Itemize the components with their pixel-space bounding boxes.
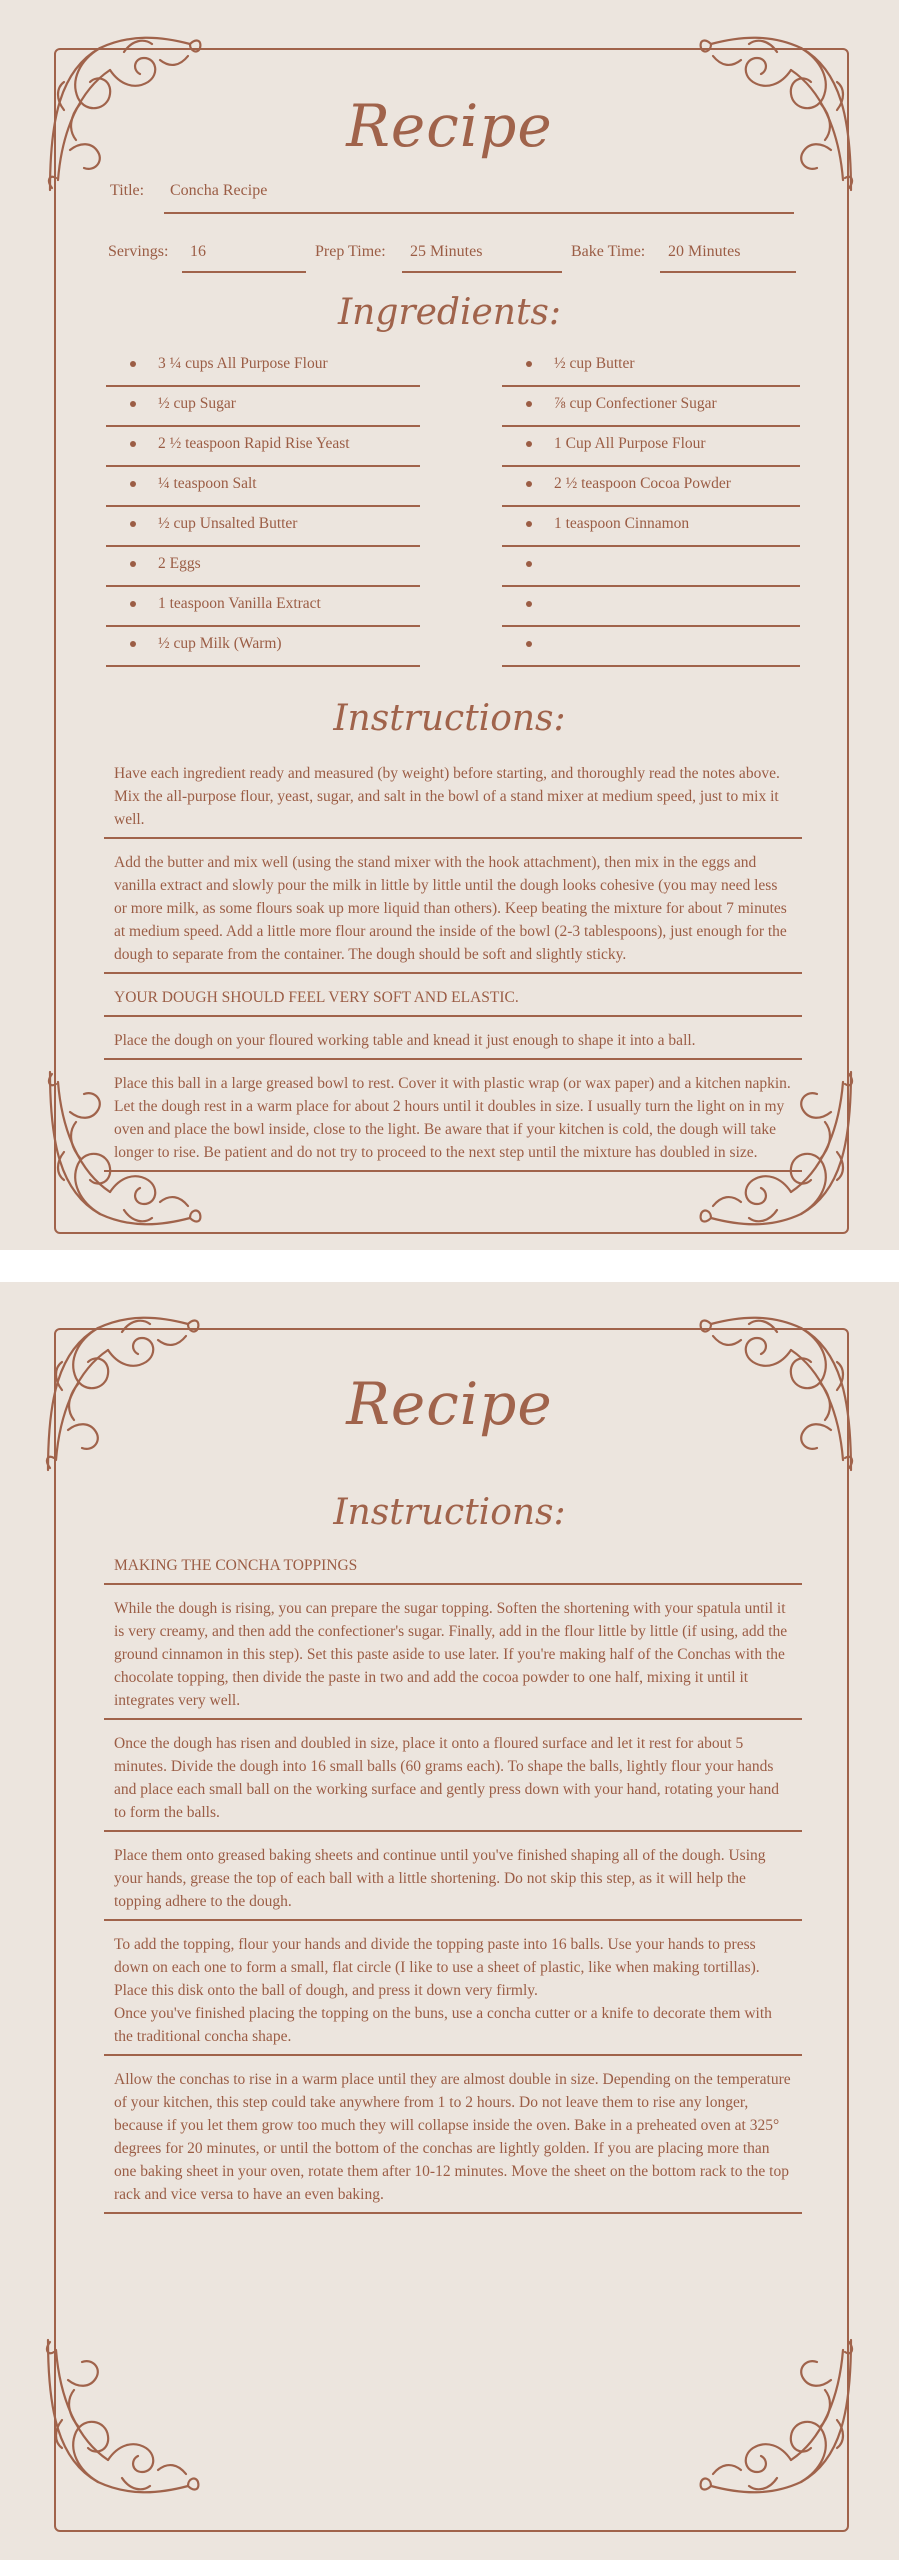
recipe-page-2 <box>0 1282 899 2560</box>
ingredient-item <box>106 585 420 627</box>
step-divider <box>104 1170 802 1172</box>
ingredient-item <box>502 345 800 387</box>
ingredient-text: 2 ½ teaspoon Rapid Rise Yeast <box>158 435 350 452</box>
step-divider <box>104 1015 802 1017</box>
ornamental-flourish-icon <box>691 2330 861 2500</box>
step-divider <box>104 1830 802 1832</box>
step-divider <box>104 1919 802 1921</box>
bullet-icon <box>130 601 136 607</box>
ingredient-text: 3 ¼ cups All Purpose Flour <box>158 355 328 372</box>
instruction-step: Once the dough has risen and doubled in size, place it onto a floured surface and let it rest for about 5 minutes. Divide the dough into 16 small balls (60 grams each). To shape the balls, lightly flour your hands and place each small ball on the working surface and gently press down with your hand, rotating your hand to form the balls. <box>114 1735 780 1821</box>
ingredient-item <box>106 345 420 387</box>
ingredient-item <box>502 465 800 507</box>
ingredient-text: ½ cup Butter <box>554 355 635 372</box>
ingredient-text: ⅞ cup Confectioner Sugar <box>554 395 717 412</box>
ingredient-text: ¼ teaspoon Salt <box>158 475 257 492</box>
bullet-icon <box>130 521 136 527</box>
bullet-icon <box>526 561 532 567</box>
bullet-icon <box>130 361 136 367</box>
bullet-icon <box>130 481 136 487</box>
servings-label: Servings: <box>108 243 169 260</box>
ingredient-item <box>502 425 800 467</box>
page-title: Recipe <box>346 92 553 160</box>
instruction-step: Add the butter and mix well (using the stand mixer with the hook attachment), then mix in the eggs and vanilla extract and slowly pour the milk in little by little until the dough looks cohesive (you may need less or more milk, as some flours soak up more liquid than others). Keep beating the mixture for about 7 minutes at medium speed. Add a little more flour around the inside of the bowl (2-3 tablespoons), just enough for the dough to separate from the container. The dough should be soft and slightly sticky. <box>114 854 787 963</box>
instruction-step: While the dough is rising, you can prepare the sugar topping. Soften the shortening with your spatula until it is very creamy, and then add the confectioner's sugar. Finally, add in the flour little by little (if using, add the ground cinnamon in this step). Set this paste aside to use later. If you're making half of the Conchas with the chocolate topping, then divide the paste in two and add the cocoa powder to one half, mixing it until it integrates very well. <box>114 1600 788 1709</box>
title-underline <box>164 212 794 214</box>
ingredient-item <box>502 385 800 427</box>
ingredient-text: 1 teaspoon Cinnamon <box>554 515 690 532</box>
step-divider <box>104 2054 802 2056</box>
step-divider <box>104 1718 802 1720</box>
ingredient-text: ½ cup Milk (Warm) <box>158 635 282 652</box>
ingredient-item <box>502 585 800 627</box>
bullet-icon <box>526 441 532 447</box>
step-divider <box>104 972 802 974</box>
instruction-step: To add the topping, flour your hands and divide the topping paste into 16 balls. Use your hands to press down on each one to form a small, flat circle (I like to use a sheet of plastic, like when making tortillas). Place this disk onto the ball of dough, and press it down very firmly. Once you've finished placing the topping on the buns, use a concha cutter or a knife to decorate them with the traditional concha shape. <box>114 1936 772 2045</box>
bullet-icon <box>130 401 136 407</box>
recipe-page-1 <box>0 0 899 1250</box>
ingredient-text: 1 Cup All Purpose Flour <box>554 435 706 452</box>
instruction-step: YOUR DOUGH SHOULD FEEL VERY SOFT AND ELASTIC. <box>114 989 519 1006</box>
ingredient-item <box>106 625 420 667</box>
instruction-step: Place them onto greased baking sheets and continue until you've finished shaping all of the dough. Using your hands, grease the top of each ball with a little shortening. Do not skip this step, as it will help the topping adhere to the dough. <box>114 1847 766 1910</box>
servings-value: 16 <box>190 243 206 260</box>
prep-time-underline <box>402 271 562 273</box>
bullet-icon <box>526 481 532 487</box>
ingredient-item <box>106 545 420 587</box>
bullet-icon <box>526 521 532 527</box>
ingredients-heading: Ingredients: <box>337 292 562 333</box>
title-value: Concha Recipe <box>170 182 268 199</box>
ingredient-text: 1 teaspoon Vanilla Extract <box>158 595 321 612</box>
servings-underline <box>182 271 306 273</box>
instruction-step: Allow the conchas to rise in a warm place until they are almost double in size. Depending on the temperature of your kitchen, this step could take anywhere from 1 to 2 hours. Do not leave them to rise any longer, because if you let them grow too much they will collapse inside the oven. Bake in a preheated oven at 325° degrees for 20 minutes, or until the bottom of the conchas are lightly golden. If you are placing more than one baking sheet in your oven, rotate them after 10-12 minutes. Move the sheet on the bottom rack to the top rack and vice versa to have an even baking. <box>114 2071 791 2203</box>
bullet-icon <box>130 561 136 567</box>
ingredient-item <box>106 505 420 547</box>
ingredient-item <box>502 625 800 667</box>
bullet-icon <box>130 641 136 647</box>
instruction-step: Place the dough on your floured working table and knead it just enough to shape it into a ball. <box>114 1032 696 1049</box>
ingredient-text: 2 Eggs <box>158 555 201 572</box>
title-label: Title: <box>110 182 145 199</box>
step-divider <box>104 837 802 839</box>
bake-time-value: 20 Minutes <box>668 243 741 260</box>
instruction-step: MAKING THE CONCHA TOPPINGS <box>114 1557 358 1574</box>
bake-time-label: Bake Time: <box>571 243 646 260</box>
step-divider <box>104 1583 802 1585</box>
instruction-step: Place this ball in a large greased bowl to rest. Cover it with plastic wrap (or wax paper) and a kitchen napkin. Let the dough rest in a warm place for about 2 hours until it doubles in size. I usually turn the light on in my oven and place the bowl inside, close to the light. Be aware that if your kitchen is cold, the dough will take longer to rise. Be patient and do not try to proceed to the next step until the mixture has doubled in size. <box>114 1075 791 1161</box>
prep-time-label: Prep Time: <box>315 243 386 260</box>
page-title: Recipe <box>346 1370 553 1438</box>
ornamental-flourish-icon <box>38 2330 208 2500</box>
ingredient-item <box>106 385 420 427</box>
prep-time-value: 25 Minutes <box>410 243 483 260</box>
ingredient-item <box>502 505 800 547</box>
bullet-icon <box>130 441 136 447</box>
step-divider <box>104 2212 802 2214</box>
bullet-icon <box>526 601 532 607</box>
ingredient-item <box>106 465 420 507</box>
instructions-heading: Instructions: <box>333 1492 566 1533</box>
ingredient-item <box>502 545 800 587</box>
instructions-heading: Instructions: <box>333 698 566 739</box>
bullet-icon <box>526 361 532 367</box>
ingredient-text: ½ cup Sugar <box>158 395 236 412</box>
ingredient-text: ½ cup Unsalted Butter <box>158 515 298 532</box>
ingredient-item <box>106 425 420 467</box>
bullet-icon <box>526 641 532 647</box>
step-divider <box>104 1058 802 1060</box>
page-separator <box>0 1250 899 1282</box>
instruction-step: Have each ingredient ready and measured (by weight) before starting, and thoroughly read the notes above. Mix the all-purpose flour, yeast, sugar, and salt in the bowl of a stand mixer at medium speed, just to mix it well. <box>114 765 780 828</box>
bullet-icon <box>526 401 532 407</box>
ingredient-text: 2 ½ teaspoon Cocoa Powder <box>554 475 731 492</box>
bake-time-underline <box>660 271 796 273</box>
